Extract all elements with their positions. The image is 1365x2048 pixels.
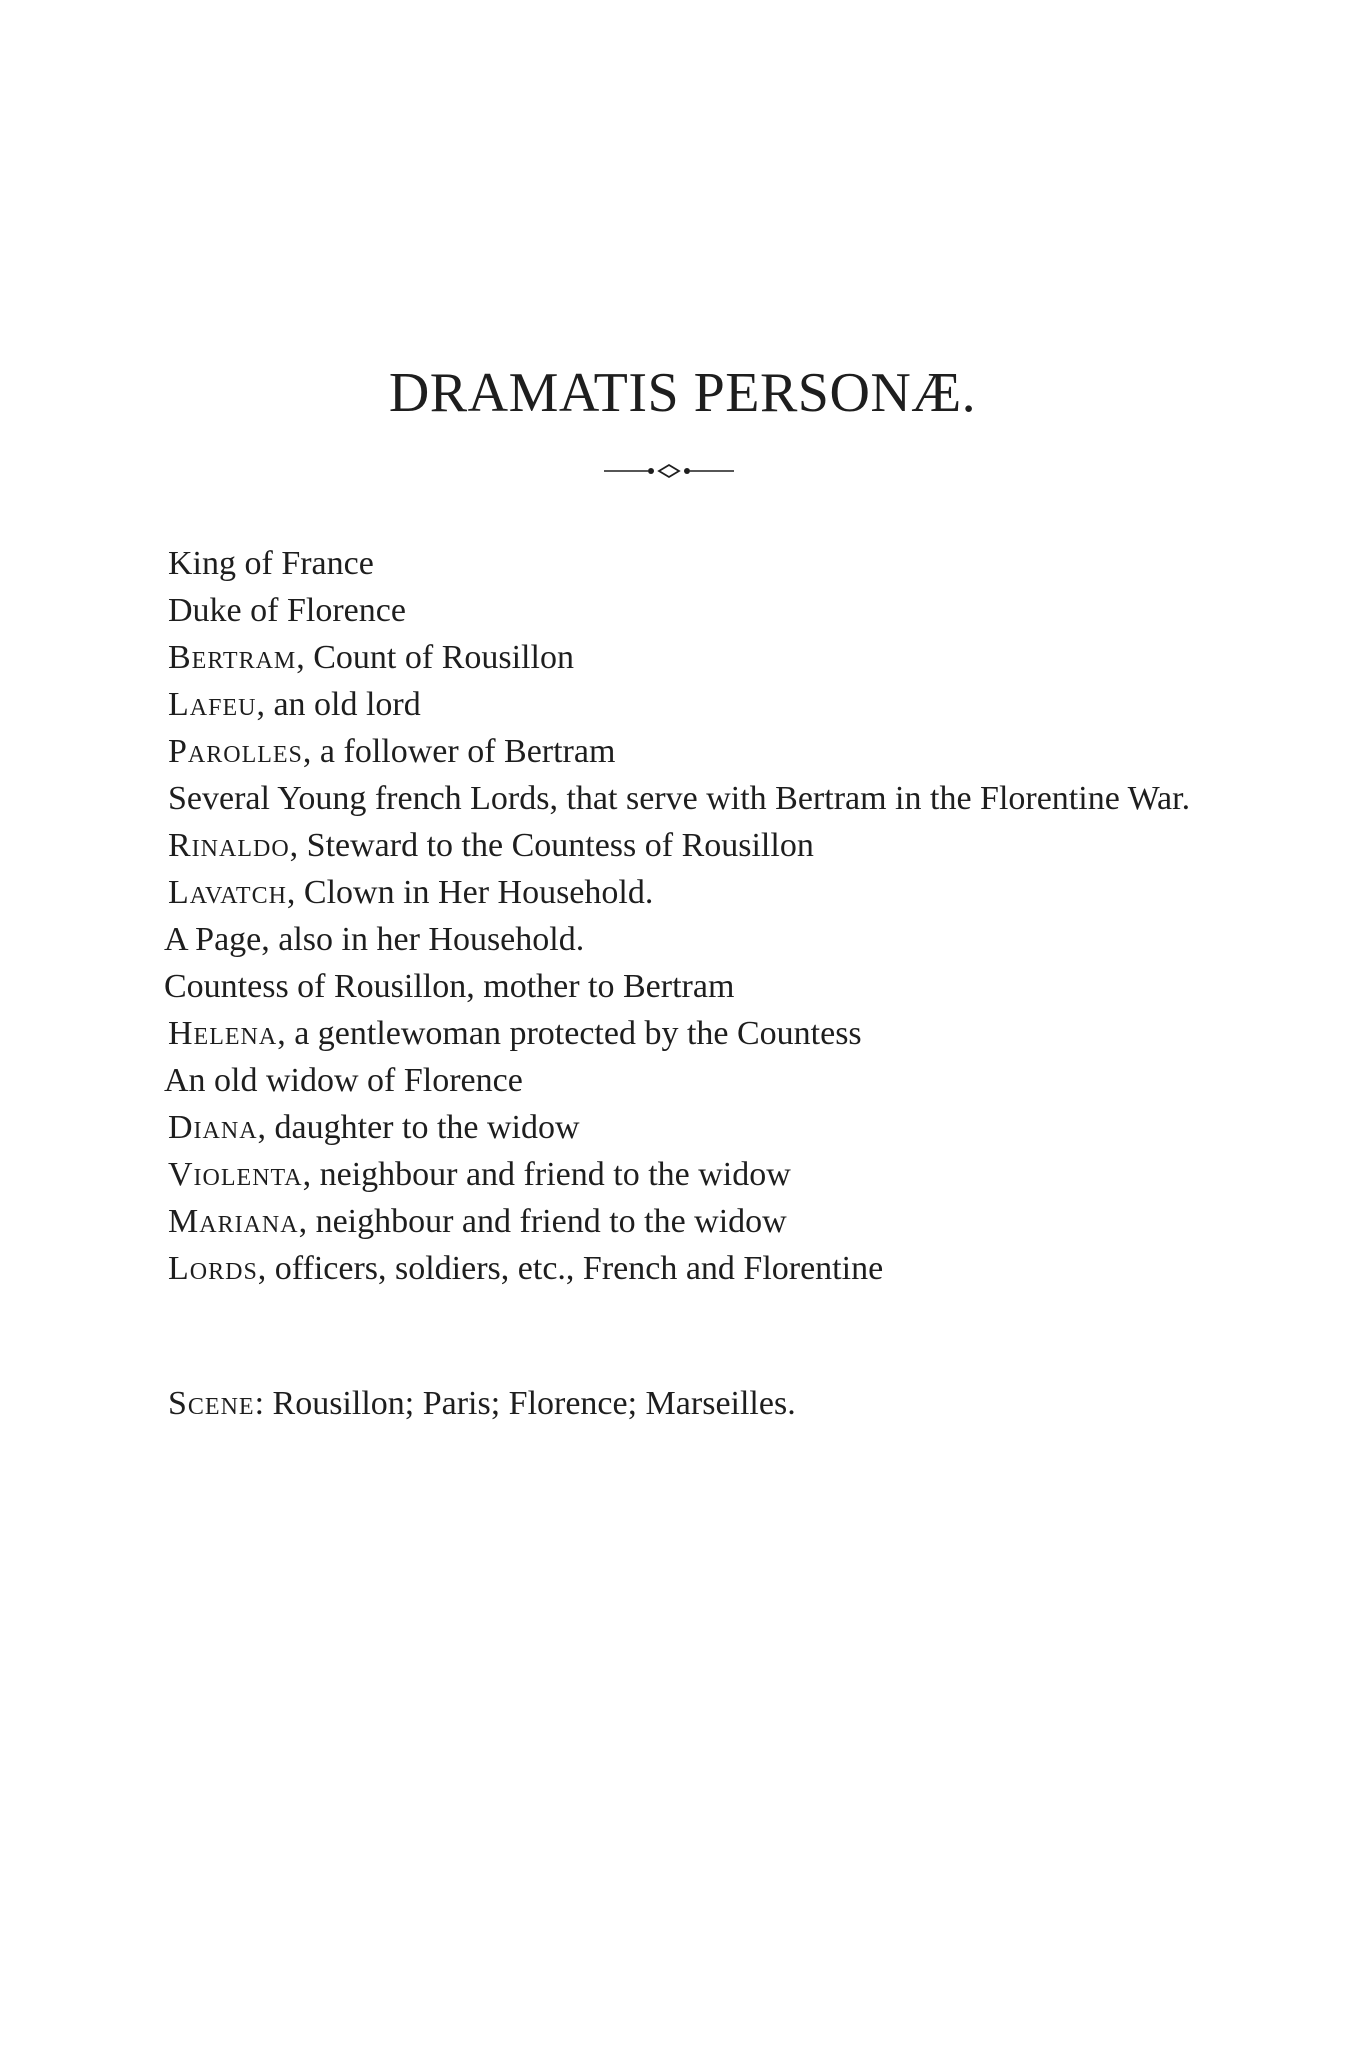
character-description: , a follower of Bertram	[302, 733, 616, 770]
character-name: Helena	[168, 1015, 278, 1052]
list-item	[168, 540, 1208, 587]
character-name: Rinaldo	[168, 827, 290, 864]
character-description: An old widow of Florence	[164, 1062, 523, 1099]
list-item	[168, 869, 1208, 916]
character-name: Mariana	[168, 1203, 299, 1240]
character-description: , officers, soldiers, etc., French and Florentine	[257, 1250, 884, 1287]
character-description: , daughter to the widow	[257, 1109, 580, 1146]
character-name: Lafeu	[168, 686, 257, 723]
character-description: Duke of Florence	[168, 592, 406, 629]
list-item	[168, 1104, 1208, 1151]
page-title: DRAMATIS PERSONÆ.	[388, 362, 977, 424]
list-item	[164, 1057, 1208, 1104]
scene-text: : Rousillon; Paris; Florence; Marseilles.	[254, 1385, 796, 1422]
character-description: , Steward to the Countess of Rousillon	[289, 827, 814, 864]
character-description: , a gentlewoman protected by the Countess	[277, 1015, 862, 1052]
character-name: Lords	[168, 1250, 258, 1287]
character-description: A Page, also in her Household.	[164, 921, 585, 958]
character-name: Parolles	[168, 733, 303, 770]
list-item	[168, 728, 1208, 775]
scene-line	[168, 1380, 796, 1427]
list-item	[168, 1151, 1208, 1198]
list-item	[168, 822, 1208, 869]
list-item	[168, 1010, 1208, 1057]
character-description: , Clown in Her Household.	[286, 874, 654, 911]
character-description: Several Young french Lords, that serve with Bertram in the Florentine War.	[168, 780, 1191, 817]
character-description: , neighbour and friend to the widow	[298, 1203, 787, 1240]
character-name: Diana	[168, 1109, 258, 1146]
scene-label: Scene	[168, 1385, 255, 1422]
list-item	[168, 775, 1208, 822]
list-item	[168, 1245, 1208, 1292]
character-description: King of France	[168, 545, 374, 582]
character-list	[164, 540, 1208, 1292]
character-description: , neighbour and friend to the widow	[302, 1156, 791, 1193]
list-item	[168, 587, 1208, 634]
character-description: , an old lord	[256, 686, 421, 723]
character-description: , Count of Rousillon	[296, 639, 574, 676]
character-name: Bertram	[168, 639, 297, 676]
list-item	[164, 963, 1208, 1010]
character-description: Countess of Rousillon, mother to Bertram	[164, 968, 735, 1005]
list-item	[168, 1198, 1208, 1245]
list-item	[168, 681, 1208, 728]
list-item	[168, 634, 1208, 681]
list-item	[164, 916, 1208, 963]
fleuron-divider-icon	[604, 456, 734, 486]
character-name: Violenta	[168, 1156, 303, 1193]
character-name: Lavatch	[168, 874, 287, 911]
